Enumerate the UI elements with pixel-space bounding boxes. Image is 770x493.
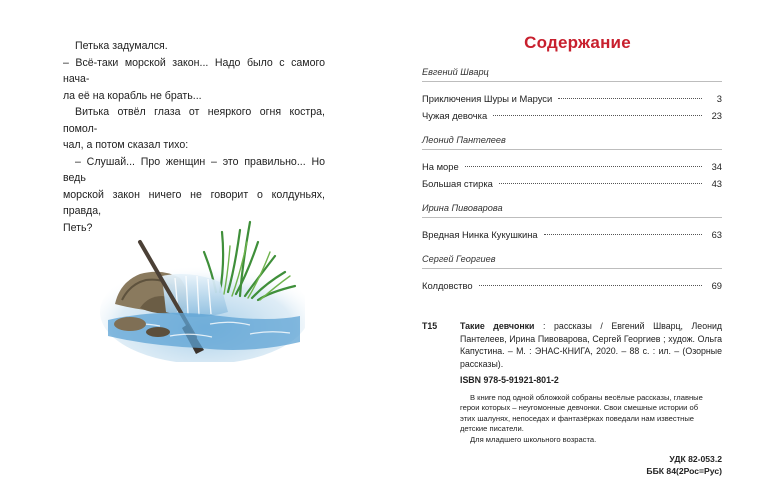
- toc-entry: [422, 226, 722, 243]
- story-line: морской закон ничего не говорит о колдуньях, правда,: [63, 188, 325, 217]
- waterfall-illustration: [100, 212, 305, 362]
- toc-title: Содержание: [524, 33, 631, 52]
- story-text: [63, 38, 325, 236]
- toc-author: Леонид Пантелеев: [422, 135, 722, 150]
- toc-leader-dots: [558, 97, 702, 99]
- toc-entry-page: 23: [711, 110, 722, 121]
- book-title: Такие девчонки: [460, 321, 535, 331]
- toc-entry-title: Вредная Нинка Кукушкина: [422, 229, 538, 240]
- story-line: Петь?: [63, 221, 93, 234]
- toc-leader-dots: [479, 284, 702, 286]
- classification-indices: [422, 453, 722, 477]
- story-line: – Слушай... Про женщин – это правильно... Но ведь: [63, 155, 325, 184]
- description-text: : рассказы / Евгений Шварц, Леонид Пантелеев, Ирина Пивоварова, Сергей Георгиев ; худож. Ольга Капустина. – М. : ЭНАС-КНИГА, 2020. – 88 с. : ил. – (Озорные рассказы).: [460, 321, 722, 369]
- toc-entry-page: 63: [711, 229, 722, 240]
- toc-leader-dots: [493, 114, 702, 116]
- toc-leader-dots: [499, 182, 702, 184]
- toc-author: Евгений Шварц: [422, 67, 722, 82]
- toc-group: [422, 254, 722, 294]
- story-line: Витька отвёл глаза от неяркого огня костра, помол-: [63, 106, 325, 135]
- isbn: ISBN 978-5-91921-801-2: [460, 375, 559, 386]
- annotation-text: В книге под одной обложкой собраны весёлые рассказы, главные герои которых – неугомонные девчонки. Свои смешные истории об этих шалунях, непоседах и фантазёрках поведали нам известные детские писатели.: [460, 392, 703, 434]
- toc-entry-title: На море: [422, 161, 459, 172]
- toc-entry: [422, 107, 722, 124]
- toc-entry: [422, 175, 722, 192]
- imprint-block: [422, 320, 722, 477]
- bbk-index: ББК 84(2Рос=Рус): [646, 466, 722, 476]
- table-of-contents: [422, 67, 722, 305]
- toc-entry-title: Чужая девочка: [422, 110, 488, 121]
- toc-entry-page: 43: [711, 178, 722, 189]
- annotation: [460, 393, 715, 445]
- toc-leader-dots: [465, 165, 702, 167]
- classification-code: Т15: [422, 321, 438, 331]
- story-line: чал, а потом сказал тихо:: [63, 139, 189, 151]
- udk-index: УДК 82-053.2: [669, 454, 722, 464]
- bibliographic-description: [460, 320, 722, 370]
- toc-entry-page: 3: [716, 93, 722, 104]
- toc-entry-page: 69: [711, 280, 722, 291]
- toc-group: [422, 135, 722, 192]
- toc-leader-dots: [544, 233, 702, 235]
- story-line: – Всё-таки морской закон... Надо было с самого нача-: [63, 56, 325, 85]
- toc-entry: [422, 277, 722, 294]
- toc-entry-page: 34: [711, 161, 722, 172]
- story-line: ла её на корабль не брать...: [63, 89, 202, 102]
- toc-group: [422, 67, 722, 124]
- toc-entry-title: Колдовство: [422, 280, 473, 291]
- toc-entry-title: Приключения Шуры и Маруси: [422, 93, 553, 104]
- toc-author: Ирина Пивоварова: [422, 203, 722, 218]
- toc-author: Сергей Георгиев: [422, 254, 722, 269]
- bibliographic-record: [422, 320, 722, 370]
- toc-entry: [422, 90, 722, 107]
- toc-entry-title: Большая стирка: [422, 178, 493, 189]
- audience-text: Для младшего школьного возраста.: [470, 434, 597, 444]
- toc-entry: [422, 158, 722, 175]
- story-line: Петька задумался.: [75, 40, 168, 52]
- toc-group: [422, 203, 722, 243]
